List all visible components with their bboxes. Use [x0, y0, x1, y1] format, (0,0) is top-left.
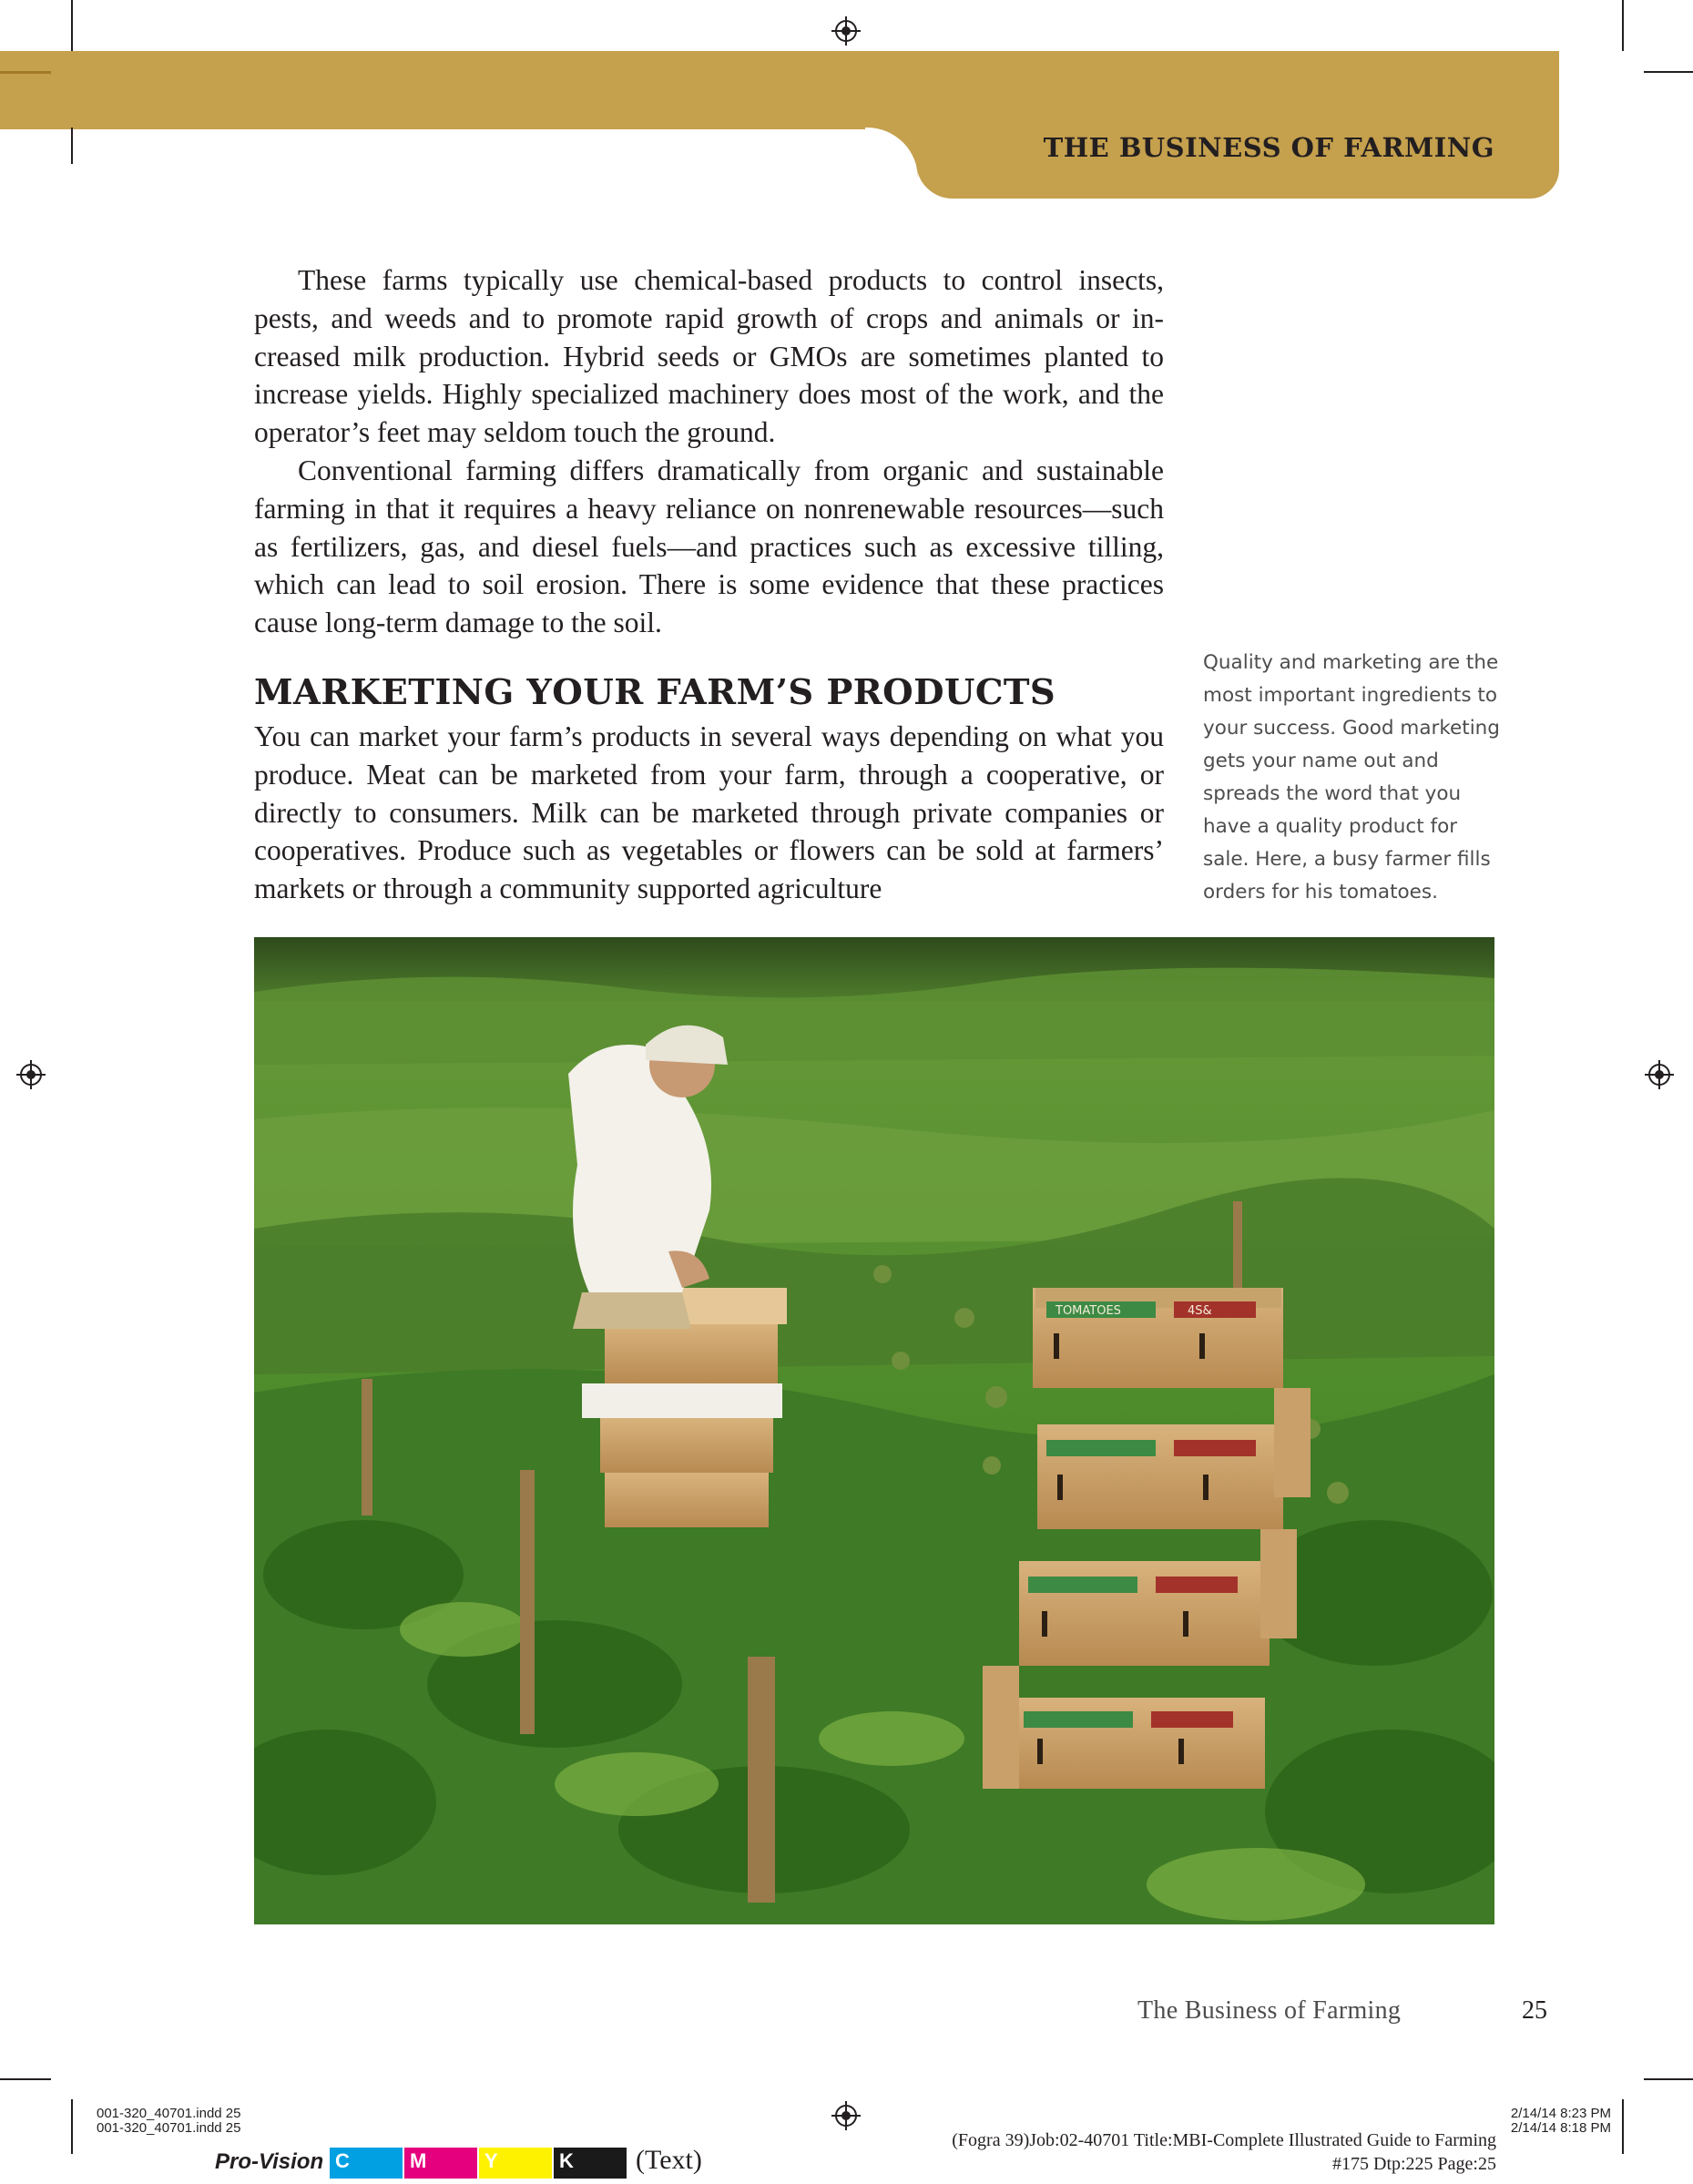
- registration-mark-icon: [831, 2101, 861, 2130]
- section-heading: MARKETING YOUR FARM’S PRODUCTS: [254, 672, 1056, 713]
- crop-mark-bottom-right-h: [1644, 2078, 1693, 2080]
- color-swatch-yellow: Y: [479, 2148, 552, 2179]
- slug-dtp-line: #175 Dtp:225 Page:25: [1332, 2154, 1496, 2174]
- slug-file-line: 001-320_40701.indd 25: [97, 2106, 241, 2121]
- crop-mark-bottom-right: [1622, 2099, 1624, 2154]
- color-swatch-magenta: M: [404, 2148, 477, 2179]
- box-brand: 4S&: [1188, 1304, 1212, 1318]
- photo-caption: Quality and marketing are the most important ingredients to your success. Good marketing gets your name out and spreads the word that you have a quality product for sale. Here, a busy farmer fills orders for his tomatoes.: [1203, 651, 1500, 903]
- section-body: [254, 718, 1164, 908]
- provision-logo: Pro-Vision: [215, 2149, 324, 2174]
- body-paragraph: You can market your farm’s products in several ways depending on what you produce. Meat can be marketed from your farm, through a cooperative, or directly to consumers. Milk can be marketed through private companies or cooperatives. Produce such as vegetables or flowers can be sold at farmers’ markets or through a community supported agriculture: [254, 720, 1164, 905]
- plate-label: (Text): [636, 2145, 702, 2175]
- color-swatch-black: K: [554, 2148, 627, 2179]
- box-label: TOMATOES: [1056, 1304, 1121, 1318]
- registration-mark-icon: [1645, 1060, 1674, 1089]
- crop-mark-top-left: [71, 0, 73, 51]
- header-band-curve: [865, 128, 918, 182]
- folio-title: The Business of Farming: [1137, 1996, 1402, 2025]
- farmer-photo: [254, 937, 1494, 1924]
- body-paragraph: These farms typically use chemical-based products to control insects, pests, and weeds and to promote rapid growth of crops and animals or increased milk production. Hybrid seeds or GMOs are sometimes planted to increase yields. Highly specialized machinery does most of the work, and the operator’s feet may seldom touch the ground.: [254, 264, 1164, 449]
- slug-file-line: 001-320_40701.indd 25: [97, 2120, 241, 2136]
- crop-mark-top-left-lower: [71, 128, 73, 164]
- registration-mark-icon: [16, 1060, 46, 1089]
- slug-job-line: (Fogra 39)Job:02-40701 Title:MBI-Complete Illustrated Guide to Farming: [952, 2130, 1496, 2150]
- running-head: THE BUSINESS OF FARMING: [1043, 132, 1494, 163]
- band-edge-mark: [0, 71, 51, 74]
- slug-date-line: 2/14/14 8:23 PM: [1510, 2106, 1611, 2121]
- crop-mark-bottom-left-h: [0, 2078, 51, 2080]
- slug-date-line: 2/14/14 8:18 PM: [1510, 2120, 1611, 2136]
- crop-mark-bottom-left: [71, 2099, 73, 2154]
- registration-mark-icon: [831, 16, 861, 46]
- farmer-photo-illustration: [254, 937, 1494, 1924]
- page-number: 25: [1522, 1996, 1547, 2025]
- crop-mark-top-right: [1622, 0, 1624, 51]
- color-swatch-cyan: C: [330, 2148, 403, 2179]
- crop-mark-right-h: [1644, 71, 1693, 73]
- body-intro: [254, 261, 1164, 642]
- header-band: [0, 51, 1559, 129]
- body-paragraph: Conventional farming differs dramatically from organic and sustainable farming in that it requires a heavy reliance on nonrenewable resources—such as fertilizers, gas, and diesel fuels—and practices such as excessive tilling, which can lead to soil erosion. There is some evidence that these practices cause long-term damage to the soil.: [254, 454, 1164, 639]
